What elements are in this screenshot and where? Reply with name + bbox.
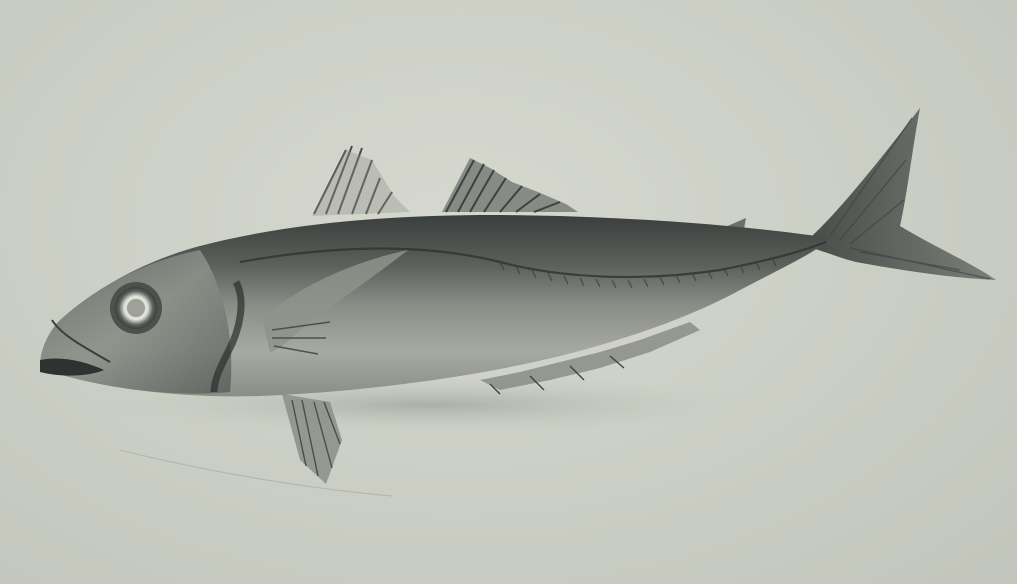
fish-eye — [110, 282, 162, 334]
tail-fin — [812, 108, 996, 280]
background-scratch — [120, 450, 392, 496]
second-dorsal-fin — [442, 158, 578, 212]
first-dorsal-fin — [312, 146, 410, 216]
